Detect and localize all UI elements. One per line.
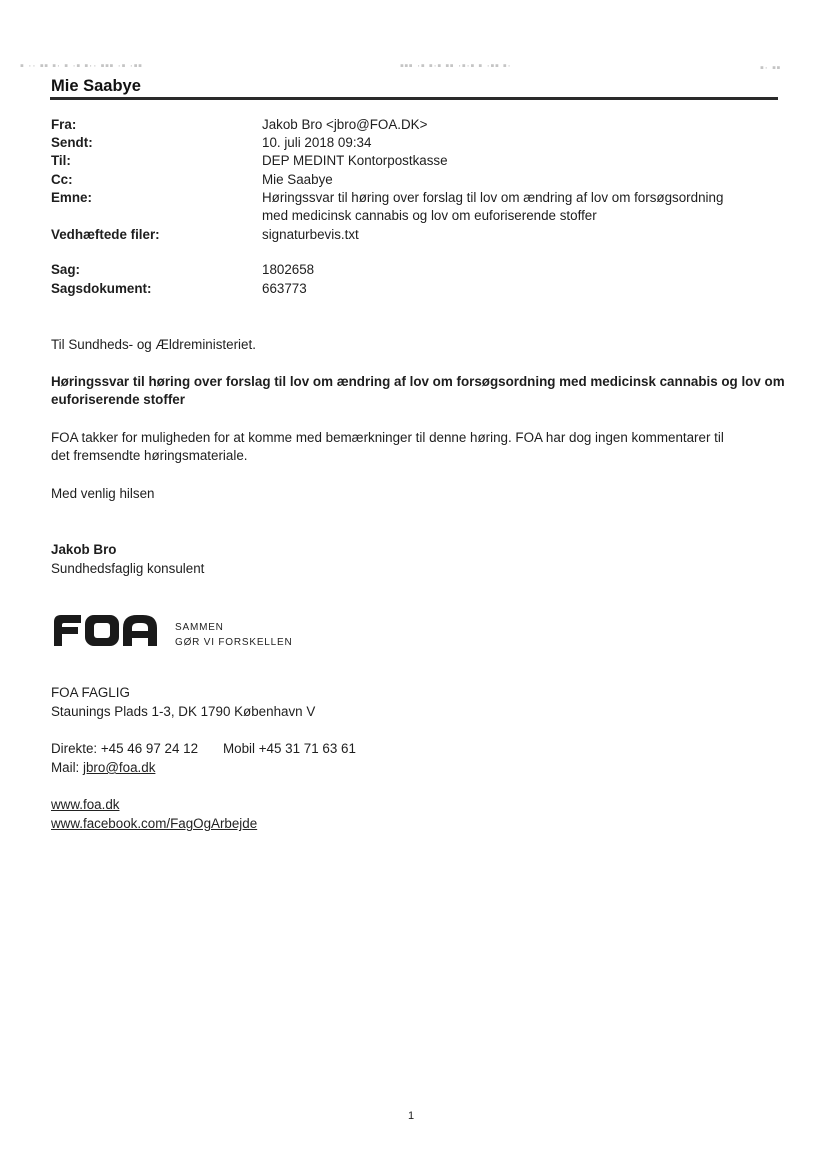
foa-logo: [51, 612, 163, 649]
field-value-cc: Mie Saabye: [262, 172, 333, 187]
field-value-subject: Høringssvar til høring over forslag til lov om ændring af lov om forsøgsordning: [262, 190, 724, 205]
signature-direct-phone: Direkte: +45 46 97 24 12: [51, 741, 199, 756]
field-value-to: DEP MEDINT Kontorpostkasse: [262, 153, 448, 168]
field-label-to: Til:: [51, 153, 71, 168]
logo-tagline-1: SAMMEN: [175, 622, 224, 633]
closing: Med venlig hilsen: [51, 486, 155, 501]
field-label-sent: Sendt:: [51, 135, 93, 150]
signature-address: Staunings Plads 1-3, DK 1790 København V: [51, 704, 316, 719]
signature-org: FOA FAGLIG: [51, 685, 130, 700]
field-value-from: Jakob Bro <jbro@FOA.DK>: [262, 117, 428, 132]
field-label-case-document: Sagsdokument:: [51, 281, 152, 296]
mail-label: Mail:: [51, 760, 83, 775]
subject-heading-line2: euforiserende stoffer: [51, 392, 185, 407]
scan-artifact: ▪▪▪ ·▪ ▪·▪ ▪▪ ·▪·▪ ▪ ·▪▪ ▪·: [400, 60, 512, 72]
scan-artifact: ▪ ·· ▪▪ ▪· ▪ ·▪ ▪·· ▪▪▪ ·▪ ·▪▪: [20, 60, 143, 72]
subject-heading-line1: Høringssvar til høring over forslag til lov om ændring af lov om forsøgsordning med medicinsk cannabis og lov om: [51, 374, 785, 389]
field-label-from: Fra:: [51, 117, 77, 132]
salutation: Til Sundheds- og Ældreministeriet.: [51, 337, 256, 352]
signature-mail: [51, 760, 155, 775]
header-divider: [50, 97, 778, 100]
body-text-line2: det fremsendte høringsmateriale.: [51, 448, 248, 463]
scan-artifact: ▪· ▪▪: [760, 62, 781, 74]
signature-mobile-phone: Mobil +45 31 71 63 61: [223, 741, 356, 756]
field-label-attachments: Vedhæftede filer:: [51, 227, 160, 242]
field-label-case: Sag:: [51, 262, 81, 277]
website-link[interactable]: www.foa.dk: [51, 797, 120, 812]
field-value-subject-cont: med medicinsk cannabis og lov om euforiserende stoffer: [262, 208, 597, 223]
body-text-line1: FOA takker for muligheden for at komme med bemærkninger til denne høring. FOA har dog ingen kommentarer til: [51, 430, 724, 445]
signature-name: Jakob Bro: [51, 542, 117, 557]
mail-link[interactable]: jbro@foa.dk: [83, 760, 156, 775]
signature-title: Sundhedsfaglig konsulent: [51, 561, 205, 576]
field-value-case: 1802658: [262, 262, 315, 277]
field-label-subject: Emne:: [51, 190, 92, 205]
logo-tagline-2: GØR VI FORSKELLEN: [175, 637, 293, 648]
field-value-attachments: signaturbevis.txt: [262, 227, 359, 242]
field-label-cc: Cc:: [51, 172, 73, 187]
page-number: 1: [408, 1110, 415, 1122]
foa-logo-mark: [51, 612, 163, 646]
facebook-link[interactable]: www.facebook.com/FagOgArbejde: [51, 816, 258, 831]
field-value-case-document: 663773: [262, 281, 307, 296]
field-value-sent: 10. juli 2018 09:34: [262, 135, 372, 150]
header-name: Mie Saabye: [51, 77, 141, 95]
